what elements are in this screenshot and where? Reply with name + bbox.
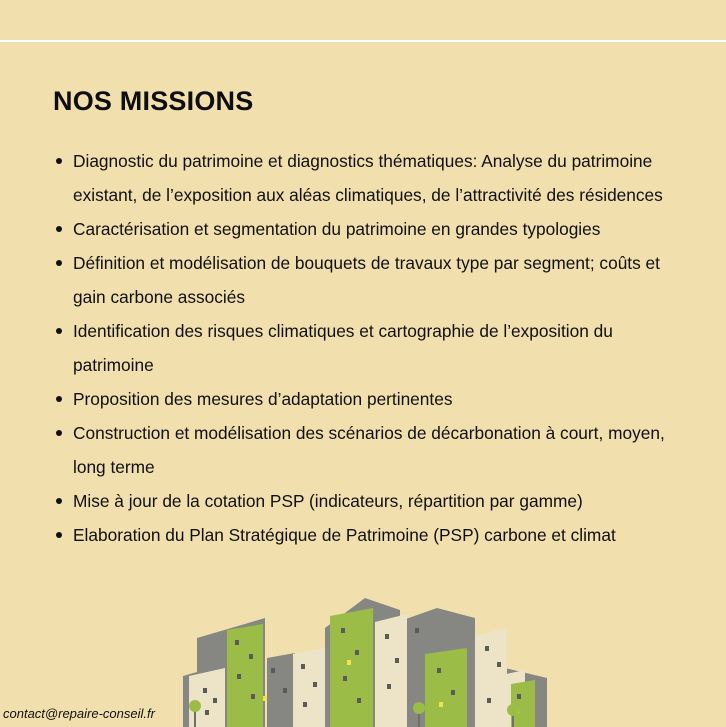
mission-item: Caractérisation et segmentation du patrimoine en grandes typologies [52, 212, 682, 246]
city-buildings-icon [175, 598, 555, 727]
mission-item: Elaboration du Plan Stratégique de Patrimoine (PSP) carbone et climat [52, 518, 682, 552]
mission-item: Proposition des mesures d’adaptation pertinentes [52, 382, 682, 416]
page-title: NOS MISSIONS [53, 86, 254, 116]
contact-email: contact@repaire-conseil.fr [3, 706, 155, 721]
mission-item: Construction et modélisation des scénarios de décarbonation à court, moyen, long terme [52, 416, 682, 484]
mission-item: Identification des risques climatiques et cartographie de l’exposition du patrimoine [52, 314, 682, 382]
mission-item: Diagnostic du patrimoine et diagnostics thématiques: Analyse du patrimoine existant, de l’exposition aux aléas climatiques, de l’attractivité des résidences [52, 144, 682, 212]
mission-item: Mise à jour de la cotation PSP (indicateurs, répartition par gamme) [52, 484, 682, 518]
missions-list [52, 144, 682, 552]
mission-item: Définition et modélisation de bouquets de travaux type par segment; coûts et gain carbone associés [52, 246, 682, 314]
top-divider [0, 40, 726, 42]
